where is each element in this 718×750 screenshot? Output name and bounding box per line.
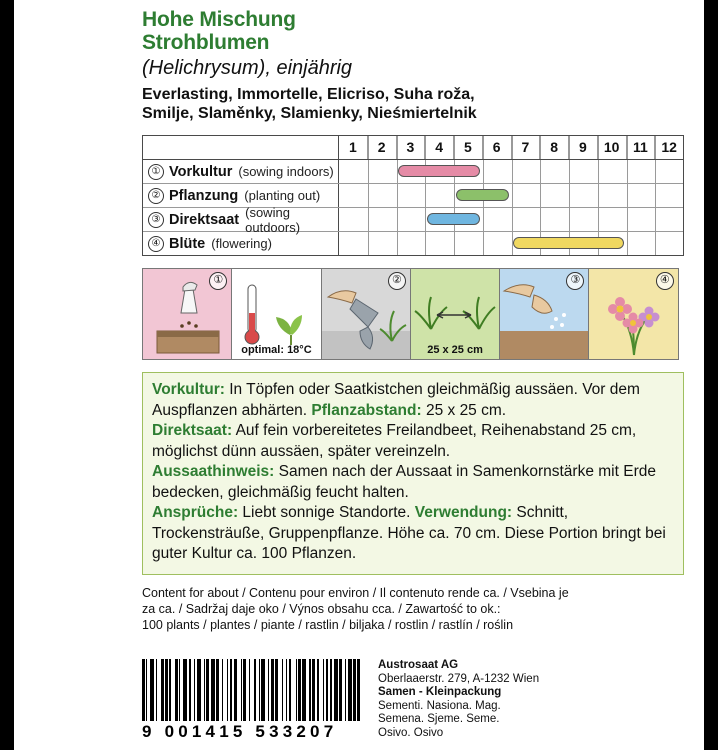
barcode-number: 9 001415 533207	[142, 722, 338, 741]
pictogram-number: ③	[566, 272, 584, 290]
page-title-line1: Hohe Mischung	[142, 8, 296, 31]
instruction-text-aussaathinweis: Samen nach der Aussaat in Samenkornstärke mit Erde bedecken, gleichmäßig feucht halten.	[152, 463, 656, 501]
calendar-row-cells	[339, 160, 683, 183]
calendar-row-cells	[339, 184, 683, 207]
calendar-row-pflanzung	[143, 184, 683, 208]
pictogram-spacing	[410, 268, 500, 360]
calendar-header-spacer	[143, 136, 338, 159]
step-number-icon: ②	[148, 188, 164, 204]
calendar-row-label	[143, 232, 339, 255]
alt-names-line1: Everlasting, Immortelle, Elicriso, Suha roža,	[142, 86, 475, 103]
row-label-de: Direktsaat	[169, 211, 240, 228]
instructions-panel	[142, 372, 684, 575]
header	[14, 0, 704, 123]
instruction-text-direktsaat: Auf fein vorbereitetes Freilandbeet, Reihenabstand 25 cm, möglichst dünn aussäen, später vereinzeln.	[152, 422, 637, 460]
month-label: 4	[424, 136, 453, 159]
month-label: 6	[482, 136, 511, 159]
instruction-text-vorkultur: In Töpfen oder Saatkistchen gleichmäßig aussäen. Vor dem Auspflanzen abhärten.	[152, 381, 640, 419]
month-label: 11	[626, 136, 655, 159]
langs-line3: Osivo. Osivo	[378, 726, 444, 739]
barcode-block	[142, 659, 360, 742]
product-type: Samen - Kleinpackung	[378, 686, 502, 698]
pictogram-flowering	[588, 268, 678, 360]
calendar-row-label	[143, 204, 339, 235]
step-number-icon: ③	[148, 212, 164, 228]
langs-line2: Semena. Sjeme. Seme.	[378, 713, 500, 725]
month-label: 8	[539, 136, 568, 159]
month-label: 3	[396, 136, 425, 159]
row-label-de: Vorkultur	[169, 163, 233, 180]
instruction-keyword-verwendung: Verwendung:	[414, 504, 513, 521]
row-label-en: (sowing indoors)	[238, 164, 334, 179]
calendar-bar	[398, 165, 480, 177]
content-note-line1: Content for about / Contenu pour environ / Il contenuto rende ca. / Vsebina je	[142, 585, 569, 600]
sowing-calendar	[142, 135, 684, 256]
month-label: 12	[654, 136, 683, 159]
calendar-bar	[427, 213, 481, 225]
instruction-keyword-aussaathinweis: Aussaathinweis:	[152, 463, 275, 480]
instruction-keyword-vorkultur: Vorkultur:	[152, 381, 225, 398]
pictogram-sowing-outdoors	[499, 268, 589, 360]
pictogram-number: ①	[209, 272, 227, 290]
pictogram-strip	[142, 268, 684, 360]
instruction-keyword-pflanzabstand: Pflanzabstand:	[311, 401, 422, 419]
calendar-bar	[513, 237, 624, 249]
content-note	[142, 585, 684, 633]
calendar-row-vorkultur	[143, 160, 683, 184]
instruction-text-pflanzabstand: 25 x 25 cm.	[421, 401, 507, 419]
pictogram-planting-out	[321, 268, 411, 360]
row-label-de: Pflanzung	[169, 187, 239, 204]
content-note-line2: za ca. / Sadržaj daje oko / Výnos obsahu cca. / Zawartość to ok.:	[142, 601, 501, 616]
pictogram-caption: 25 x 25 cm	[427, 344, 483, 356]
calendar-row-direktsaat	[143, 204, 683, 235]
company-street: Oberlaaerstr. 279, A-1232 Wien	[378, 672, 540, 685]
page-title-line2: Strohblumen	[142, 31, 270, 54]
calendar-row-cells	[339, 232, 683, 255]
row-label-en: (planting out)	[244, 188, 321, 203]
row-label-en: (sowing outdoors)	[245, 204, 301, 235]
company-address	[378, 659, 539, 742]
calendar-bar	[456, 189, 510, 201]
pictogram-sowing-in-tray	[142, 268, 232, 360]
seed-packet	[14, 0, 704, 750]
instruction-keyword-direktsaat: Direktsaat:	[152, 422, 233, 439]
row-label-de: Blüte	[169, 235, 206, 252]
step-number-icon: ④	[148, 236, 164, 252]
month-label: 2	[367, 136, 396, 159]
month-label: 10	[597, 136, 626, 159]
calendar-header-row	[143, 136, 683, 160]
row-label-en: (flowering)	[211, 236, 272, 251]
pictogram-temperature	[231, 268, 321, 360]
barcode-image	[142, 659, 360, 721]
pictogram-caption: optimal: 18°C	[241, 344, 312, 356]
instruction-keyword-ansprueche: Ansprüche:	[152, 504, 239, 521]
month-label: 1	[338, 136, 367, 159]
step-number-icon: ①	[148, 164, 164, 180]
month-label: 7	[511, 136, 540, 159]
calendar-row-bluete	[143, 232, 683, 255]
latin-name: (Helichrysum), einjährig	[142, 57, 353, 79]
alt-names-line2: Smilje, Slaměnky, Slamienky, Nieśmiertelnik	[142, 105, 477, 122]
instruction-text-ansprueche: Liebt sonnige Standorte.	[238, 504, 415, 521]
calendar-row-cells	[339, 208, 683, 231]
langs-line1: Sementi. Nasiona. Mag.	[378, 699, 501, 712]
pictogram-number: ②	[388, 272, 406, 290]
month-labels	[338, 136, 683, 159]
instruction-text-verwendung: Schnitt, Trockensträuße, Gruppenpflanze. Höhe ca. 70 cm. Diese Portion bringt bei guter Kultur ca. 100 Pflanzen.	[152, 504, 666, 562]
footer	[142, 659, 684, 742]
company-name: Austrosaat AG	[378, 659, 459, 671]
content-note-line3: 100 plants / plantes / piante / rastlin / biljaka / rostlin / rastlín / roślin	[142, 617, 514, 632]
calendar-row-label	[143, 160, 339, 183]
month-label: 5	[453, 136, 482, 159]
pictogram-number: ④	[656, 272, 674, 290]
month-label: 9	[568, 136, 597, 159]
